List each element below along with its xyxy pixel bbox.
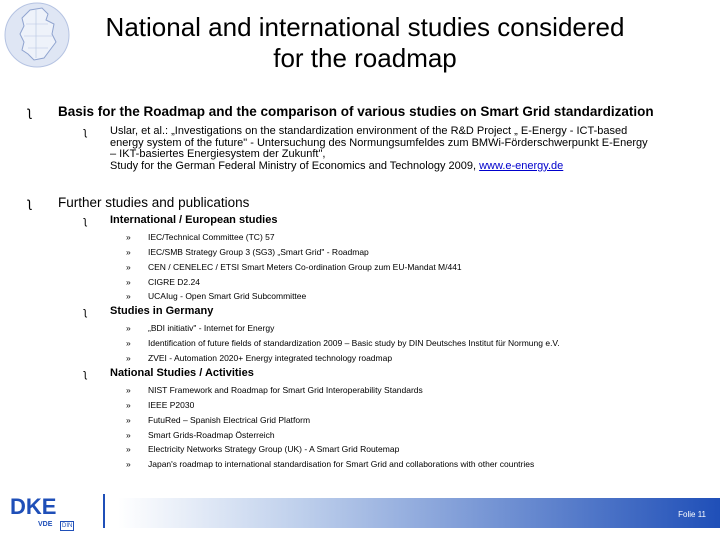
din-logo-text: DIN xyxy=(62,523,73,529)
reference-line: energy system of the future" - Untersuchung des Normungsumfeldes zum BMWi-Förderschwerpunkt E-Energy xyxy=(110,136,648,149)
list-item: Identification of future fields of standardization 2009 – Basic study by DIN Deutsches Institut für Normung e.V. xyxy=(148,338,560,348)
reference-line: Study for the German Federal Ministry of Economics and Technology 2009, xyxy=(110,159,477,172)
bullet-l3-icon: » xyxy=(126,444,131,454)
bullet-l3-icon: » xyxy=(126,459,131,469)
bullet-l3-icon: » xyxy=(126,247,131,257)
list-item: Smart Grids-Roadmap Österreich xyxy=(148,430,275,440)
footer-divider xyxy=(103,494,105,528)
bullet-l2-icon: ʅ xyxy=(84,126,87,138)
bullet-l1-icon: ʅ xyxy=(28,104,31,119)
bullet-l3-icon: » xyxy=(126,338,131,348)
section1-heading: Basis for the Roadmap and the comparison of various studies on Smart Grid standardization xyxy=(58,104,654,119)
reference-line: – IKT-basiertes Energiesystem der Zukunft", xyxy=(110,148,326,160)
e-energy-link[interactable]: www.e-energy.de xyxy=(479,159,564,172)
bullet-l3-icon: » xyxy=(126,232,131,242)
list-item: ZVEI - Automation 2020+ Energy integrated technology roadmap xyxy=(148,353,393,363)
list-item: IEC/SMB Strategy Group 3 (SG3) „Smart Grid" - Roadmap xyxy=(148,247,369,257)
bullet-l3-icon: » xyxy=(126,400,131,410)
section2-heading: Further studies and publications xyxy=(58,195,250,210)
dke-logo xyxy=(10,494,94,534)
footer-gradient-bar xyxy=(118,498,720,528)
page-number: Folie 11 xyxy=(678,510,706,519)
germany-map-icon xyxy=(4,2,70,68)
bullet-l3-icon: » xyxy=(126,323,131,333)
list-item: „BDI initiativ" - Internet for Energy xyxy=(148,323,275,333)
bullet-l3-icon: » xyxy=(126,353,131,363)
list-item: FutuRed – Spanish Electrical Grid Platform xyxy=(148,415,311,425)
bullet-l2-icon: ʅ xyxy=(84,306,87,318)
reference-block xyxy=(110,126,710,172)
slide-title-line2: for the roadmap xyxy=(273,43,457,73)
bullet-l3-icon: » xyxy=(126,385,131,395)
group-title-international: International / European studies xyxy=(110,214,278,226)
bullet-l2-icon: ʅ xyxy=(84,215,87,227)
reference-line-with-link xyxy=(110,161,710,173)
bullet-l2-icon: ʅ xyxy=(84,368,87,380)
bullet-l3-icon: » xyxy=(126,262,131,272)
reference-line: Uslar, et al.: „Investigations on the standardization environment of the R&D Project „ E-Energy - ICT-based xyxy=(110,125,628,137)
list-item: Electricity Networks Strategy Group (UK) - A Smart Grid Routemap xyxy=(148,444,400,454)
bullet-l3-icon: » xyxy=(126,277,131,287)
group-title-germany: Studies in Germany xyxy=(110,305,214,317)
bullet-l3-icon: » xyxy=(126,430,131,440)
slide-title xyxy=(70,12,660,74)
list-item: CIGRE D2.24 xyxy=(148,277,200,287)
slide-title-line1: National and international studies considered xyxy=(105,12,625,42)
group-title-national: National Studies / Activities xyxy=(110,367,254,379)
list-item: IEEE P2030 xyxy=(148,400,195,410)
bullet-l1-icon: ʅ xyxy=(28,195,31,210)
list-item: IEC/Technical Committee (TC) 57 xyxy=(148,232,275,242)
vde-logo-text: VDE xyxy=(38,521,53,528)
list-item: Japan's roadmap to international standardisation for Smart Grid and collaborations with other countries xyxy=(148,459,535,469)
list-item: NIST Framework and Roadmap for Smart Grid Interoperability Standards xyxy=(148,385,423,395)
bullet-l3-icon: » xyxy=(126,291,131,301)
bullet-l3-icon: » xyxy=(126,415,131,425)
list-item: UCAIug - Open Smart Grid Subcommittee xyxy=(148,291,307,301)
list-item: CEN / CENELEC / ETSI Smart Meters Co-ordination Group zum EU-Mandat M/441 xyxy=(148,262,462,272)
dke-logo-text: DKE xyxy=(10,494,57,519)
